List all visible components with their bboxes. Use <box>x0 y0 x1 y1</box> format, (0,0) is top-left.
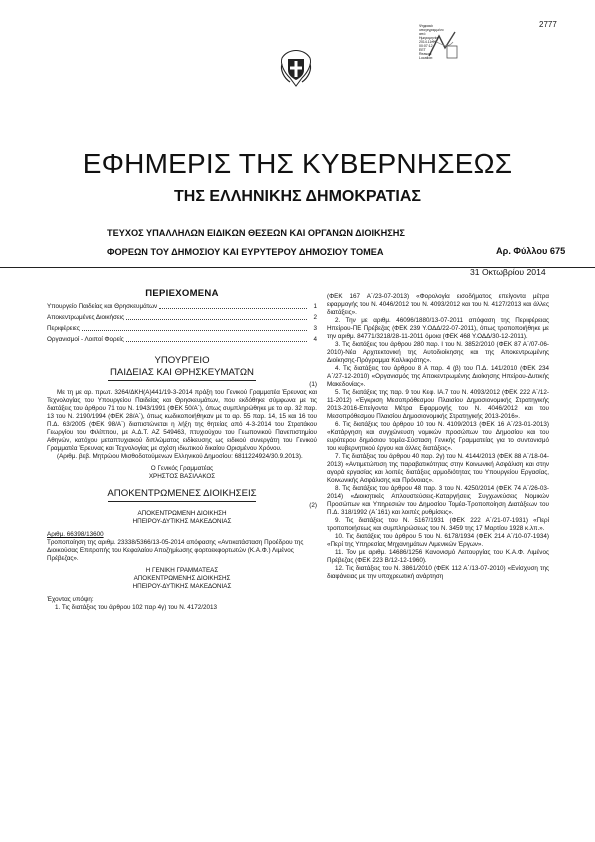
toc-leader <box>126 312 307 320</box>
signature-line: από <box>419 32 426 36</box>
toc-item-label: Οργανισμοί - Λοιποί Φορείς <box>47 336 124 343</box>
toc-leader <box>82 323 307 331</box>
recital-item: (ΦΕΚ 167 Α΄/23-07-2013) «Φορολογία εισοδήματος επείγοντα μέτρα εφαρμογής του Ν. 4046/2012 του Ν. 4093/2012 και του Ν. 4127/2013 και άλλες διατάξεις». <box>327 293 549 316</box>
toc-item-label: Αποκεντρωμένες Διοικήσεις <box>47 314 125 321</box>
issue-date: 31 Οκτωβρίου 2014 <box>470 267 546 277</box>
toc-item[interactable] <box>47 334 317 345</box>
toc-item-page: 3 <box>313 325 317 332</box>
gazette-subtitle: ΤΗΣ ΕΛΛΗΝΙΚΗΣ ΔΗΜΟΚΡΑΤΙΑΣ <box>174 188 421 205</box>
recital-item: 6. Τις διατάξεις του άρθρου 10 του Ν. 4109/2013 (ΦΕΚ 16 Α΄/23-01-2013) «Κατάργηση και συγχώνευση νομικών προσώπων του Δημοσίου και του ευρύτερου δημόσιου τομέα-Σύσταση Γενικής Γραμματείας για το συντονισμό του κυβερνητικού έργου και άλλες διατάξεις». <box>327 421 549 452</box>
toc-heading: ΠΕΡΙΕΧΟΜΕΝΑ <box>145 288 219 299</box>
page-number: 2777 <box>539 20 557 29</box>
authority-line-2: ΗΠΕΙΡΟΥ-ΔΥΤΙΚΗΣ ΜΑΚΕΔΟΝΙΑΣ <box>132 518 232 525</box>
recital-item: 10. Τις διατάξεις του άρθρου 5 του Ν. 6178/1934 (ΦΕΚ 214 Α΄/10-07-1934) «Περί της Υπηρεσίας Μηχανημάτων Λιμενικών Έργων». <box>327 533 549 548</box>
recital-item: 9. Τις διατάξεις του Ν. 5167/1931 (ΦΕΚ 222 Α΄/21-07-1931) «Περί τροποποιήσεως και συμπληρώσεως του Ν. 3459 της 17 Μαρτίου 1928 κ.λπ.». <box>327 517 549 532</box>
authority-line-1: ΑΠΟΚΕΝΤΡΩΜΕΝΗ ΔΙΟΙΚΗΣΗ <box>137 510 227 517</box>
toc-item-label: Υπουργείο Παιδείας και Θρησκευμάτων <box>47 303 158 310</box>
ministry-title-line-2: ΠΑΙΔΕΙΑΣ ΚΑΙ ΘΡΗΣΚΕΥΜΑΤΩΝ <box>110 367 254 378</box>
signature-line: Ψηφιακά <box>419 24 433 28</box>
signature-line: Location: <box>419 56 434 60</box>
act-marker: (2) <box>309 502 317 509</box>
recital-item: 11. Τον με αριθμ. 14686/1256 Κανονισμό Λειτουργίας του Κ.Α.Φ. Λιμένος Πρέβεζας (ΦΕΚ 223 Β/12-12-1960). <box>327 549 549 564</box>
recital-item: 12. Τις διατάξεις του Ν. 3861/2010 (ΦΕΚ 112 Α΄/13-07-2010) «Ενίσχυση της διαφάνειας με την υποχρεωτική ανάρτηση <box>327 565 549 580</box>
toc-leader <box>126 334 307 342</box>
signature-line: υπογεγραμμένο <box>419 28 444 32</box>
act-reference: (Αριθμ. βεβ. Μητρώου Μισθοδοτούμενων Ελληνικού Δημοσίου: 6811224924/30.9.2013). <box>57 453 303 460</box>
signer-name: ΧΡΗΣΤΟΣ ΒΑΣΙΛΑΚΟΣ <box>148 473 216 480</box>
toc-item[interactable] <box>47 301 317 312</box>
secretary-line-3: ΗΠΕΙΡΟΥ-ΔΥΤΙΚΗΣ ΜΑΚΕΔΟΝΙΑΣ <box>132 583 232 590</box>
recital-item: 4. Τις διατάξεις του άρθρου 8 Α παρ. 4 (β) του Π.Δ. 141/2010 (ΦΕΚ 234 Α΄/27-12-2010) «Οργανισμός της Αποκεντρωμένης Διοίκησης Ηπείρου-Δυτικής Μακεδονίας». <box>327 365 549 388</box>
act-body: Με τη με αρ. πρωτ. 3264/ΔΚΗ(Α)441/19-3-2014 πράξη του Γενικού Γραμματέα Έρευνας και Τεχνολογίας του Υπουργείου Παιδείας και Θρησκευμάτων, που εκδόθηκε σύμφωνα με τις διατάξεις του άρθρου 71 του Ν. 1943/1991 (ΦΕΚ 50/Α΄), όπως συμπληρώθηκε με το αρ. 32 παρ. 13 του Ν. 2190/1994 (ΦΕΚ 28/Α΄), όπως κωδικοποιήθηκαν με το αρ. 55 παρ. 14, 15 και 16 του Π.Δ. 63/2005 (ΦΕΚ 98/Α΄) διαπιστώνεται η λήξη της θητείας από 4-3-2014 του Στρατάκου Γεωργίου του Φιλίππου, με Α.Δ.Τ. ΑΖ 549463, πτυχιούχου του Γεωπονικού Πανεπιστημίου Αθηνών, κατόχου μεταπτυχιακού διπλώματος ειδίκευσης ως ειδικού συνεργάτη του Γενικού Γραμματέα Έρευνας και Τεχνολογίας με σχέση ιδιωτικού δικαίου Ορισμένου Χρόνου. <box>47 389 317 452</box>
issue-series-line-1: ΤΕΥΧΟΣ ΥΠΑΛΛΗΛΩΝ ΕΙΔΙΚΩΝ ΘΕΣΕΩΝ ΚΑΙ ΟΡΓΑΝΩΝ ΔΙΟΙΚΗΣΗΣ <box>107 228 405 238</box>
considering-label: Έχοντας υπόψη: <box>47 596 94 603</box>
ministry-title-line-1: ΥΠΟΥΡΓΕΙΟ <box>154 355 210 366</box>
gazette-title: ΕΦΗΜΕΡΙΣ ΤΗΣ ΚΥΒΕΡΝΗΣΕΩΣ <box>82 148 513 179</box>
toc-item[interactable] <box>47 312 317 323</box>
signature-line: Ημερομηνία: <box>419 36 439 40</box>
signature-line: 00:07:12 <box>419 44 433 48</box>
signature-line: 2014.11.01 <box>419 40 437 44</box>
secretary-line-2: ΑΠΟΚΕΝΤΡΩΜΕΝΗΣ ΔΙΟΙΚΗΣΗΣ <box>133 575 231 582</box>
recital-item: 8. Τις διατάξεις του άρθρου 48 παρ. 3 του Ν. 4250/2014 (ΦΕΚ 74 Α΄/26-03-2014) «Διοικητικές Απλουστεύσεις-Καταργήσεις Συγχωνεύσεις Νομικών Προσώπων και Υπηρεσιών του Δημοσίου Τομέα-Τροποποίηση Διατάξεων του Π.Δ. 318/1992 (Α΄161) και λοιπές ρυθμίσεις». <box>327 485 549 516</box>
recital-item: 1. Τις διατάξεις του άρθρου 102 παρ 4γ) του Ν. 4172/2013 <box>55 604 218 611</box>
decentralized-heading: ΑΠΟΚΕΝΤΡΩΜΕΝΕΣ ΔΙΟΙΚΗΣΕΙΣ <box>107 488 257 499</box>
recital-item: 2. Την με αριθμ. 46096/1880/13-07-2011 απόφαση της Περιφέρειας Ηπείρου-ΠΕ Πρέβεζας (ΦΕΚ 239 Υ.ΟΔΔ/22-07-2011), όπως τροποποιήθηκε με την αριθμ. 84771/3218/28-11-2011 όμοια (ΦΕΚ 468 Υ.ΟΔΔ/30-12-2011). <box>327 317 549 340</box>
secretary-line-1: Η ΓΕΝΙΚΗ ΓΡΑΜΜΑΤΕΑΣ <box>145 567 219 574</box>
signature-line: Reason: <box>419 52 433 56</box>
signer-title: Ο Γενικός Γραμματέας <box>150 465 214 472</box>
toc-item[interactable] <box>47 323 317 334</box>
act-marker: (1) <box>309 381 317 388</box>
digital-signature-stamp[interactable] <box>419 24 463 66</box>
toc-leader <box>159 301 307 309</box>
issue-series-line-2: ΦΟΡΕΩΝ ΤΟΥ ΔΗΜΟΣΙΟΥ ΚΑΙ ΕΥΡΥΤΕΡΟΥ ΔΗΜΟΣΙΟΥ ΤΟΜΕΑ <box>107 247 384 257</box>
toc-item-page: 4 <box>313 336 317 343</box>
toc-item-page: 1 <box>313 303 317 310</box>
signature-line: EET <box>419 48 426 52</box>
recital-item: 7. Τις διατάξεις του άρθρου 40 παρ. 2γ) του Ν. 4144/2013 (ΦΕΚ 88 Α΄/18-04-2013) «Αντιμετώπιση της παραβατικότητας στην Κοινωνική Ασφάλιση και στην αγορά εργασίας και λοιπές διατάξεις αρμοδιότητας του Υπουργείου Εργασίας, Κοινωνικής Ασφάλισης και Πρόνοιας». <box>327 453 549 484</box>
greek-coat-of-arms-icon <box>278 50 314 88</box>
right-column <box>327 293 549 581</box>
left-column <box>47 290 317 612</box>
toc-item-page: 2 <box>313 314 317 321</box>
recital-item: 3. Τις διατάξεις του άρθρου 280 παρ. Ι του Ν. 3852/2010 (ΦΕΚ 87 Α΄/07-06-2010)-Νέα Αρχιτεκτονική της Αυτοδιοίκησης και της Αποκεντρωμένης Διοίκησης-Πρόγραμμα Καλλικράτης». <box>327 341 549 364</box>
recital-item: 5. Τις διατάξεις της παρ. 9 του Κεφ. ΙΑ.7 του Ν. 4093/2012 (ΦΕΚ 222 Α΄/12-11-2012) «Έγκριση Μεσοπρόθεσμου Πλαισίου Δημοσιονομικής Στρατηγικής 2013-2016-Επείγοντα Μέτρα Εφαρμογής του Ν. 4046/2012 και του Μεσοπρόθεσμου Πλαισίου Δημοσιονομικής Στρατηγικής 2013-2016». <box>327 389 549 420</box>
toc-item-label: Περιφέρειες <box>47 325 80 332</box>
decision-number: Αριθμ. 66398/13600 <box>47 531 104 538</box>
decision-subject-text: της αριθμ. 23338/5366/13-05-2014 απόφασης «Αντικατάσταση Προέδρου της Διοικούσας Επιτροπής του Κεφαλαίου Αποζημίωσης φορτοεκφορτωτών (Κ.Α.Φ.) Λιμένος Πρέβεζας». <box>47 539 304 562</box>
decision-subject <box>47 539 317 563</box>
issue-number: Αρ. Φύλλου 675 <box>496 246 566 256</box>
decision-subject-label: Τροποποίηση <box>47 539 86 546</box>
toc-list <box>47 301 317 345</box>
